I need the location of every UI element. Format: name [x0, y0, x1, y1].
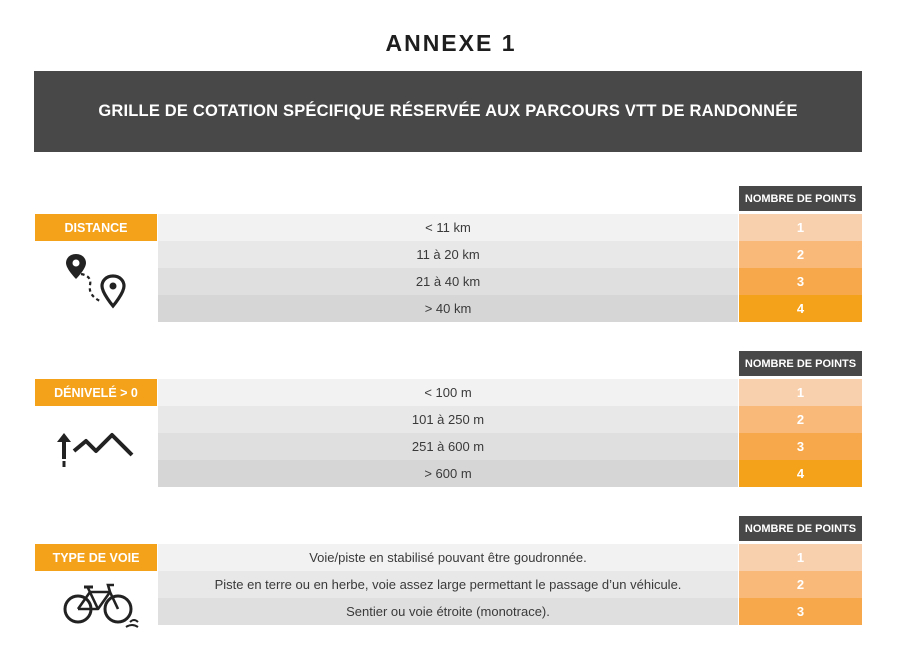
table-row — [158, 379, 862, 406]
route-pins-icon — [62, 252, 132, 312]
row-description: Voie/piste en stabilisé pouvant être goudronnée. — [158, 544, 738, 571]
row-description: Sentier ou voie étroite (monotrace). — [158, 598, 738, 625]
elevation-icon — [54, 427, 136, 469]
table-row — [158, 571, 862, 598]
row-points: 2 — [739, 241, 862, 268]
table-row — [158, 460, 862, 487]
points-header: NOMBRE DE POINTS — [739, 351, 862, 376]
points-header: NOMBRE DE POINTS — [739, 186, 862, 211]
row-description: > 40 km — [158, 295, 738, 322]
row-points: 1 — [739, 214, 862, 241]
row-points: 4 — [739, 460, 862, 487]
row-description: 251 à 600 m — [158, 433, 738, 460]
row-description: Piste en terre ou en herbe, voie assez large permettant le passage d’un véhicule. — [158, 571, 738, 598]
table-row — [158, 241, 862, 268]
row-description: < 11 km — [158, 214, 738, 241]
table-row — [158, 598, 862, 625]
category-label: TYPE DE VOIE — [35, 544, 157, 571]
table-row — [158, 214, 862, 241]
row-points: 1 — [739, 379, 862, 406]
row-description: 101 à 250 m — [158, 406, 738, 433]
table-row — [158, 433, 862, 460]
grid-banner: GRILLE DE COTATION SPÉCIFIQUE RÉSERVÉE AUX PARCOURS VTT DE RANDONNÉE — [34, 71, 862, 152]
page-title: ANNEXE 1 — [385, 30, 517, 56]
table-row — [158, 544, 862, 571]
category-label: DISTANCE — [35, 214, 157, 241]
table-row — [158, 406, 862, 433]
row-points: 2 — [739, 406, 862, 433]
points-header: NOMBRE DE POINTS — [739, 516, 862, 541]
row-description: < 100 m — [158, 379, 738, 406]
row-points: 3 — [739, 433, 862, 460]
row-points: 3 — [739, 268, 862, 295]
table-row — [158, 295, 862, 322]
row-points: 4 — [739, 295, 862, 322]
table-row — [158, 268, 862, 295]
row-description: 11 à 20 km — [158, 241, 738, 268]
row-points: 2 — [739, 571, 862, 598]
bicycle-icon — [60, 582, 140, 630]
row-description: > 600 m — [158, 460, 738, 487]
row-points: 3 — [739, 598, 862, 625]
category-label: DÉNIVELÉ > 0 — [35, 379, 157, 406]
row-points: 1 — [739, 544, 862, 571]
row-description: 21 à 40 km — [158, 268, 738, 295]
